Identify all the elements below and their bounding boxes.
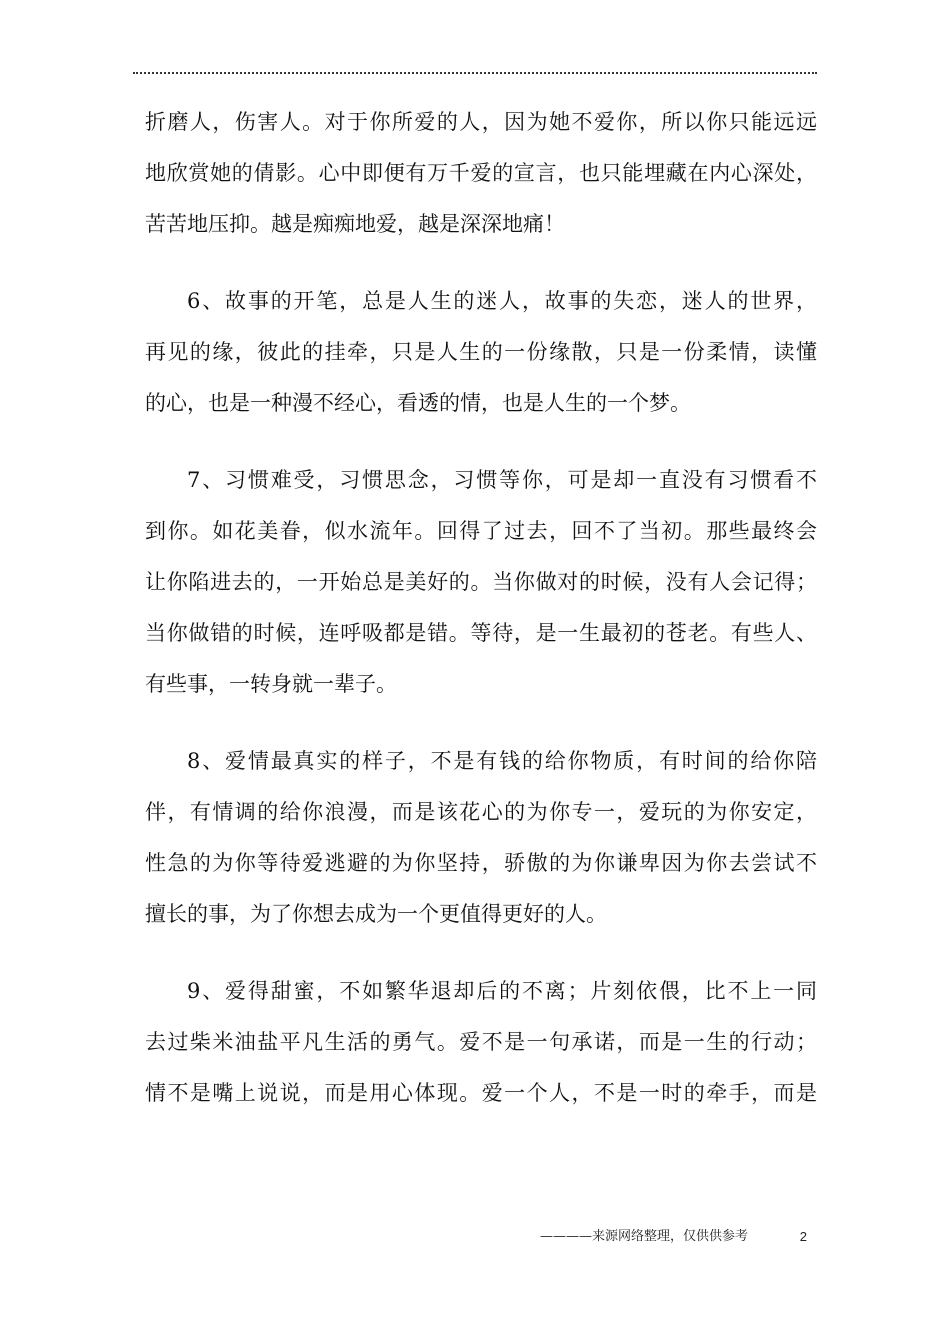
text-line: 去过柴米油盐平凡生活的勇气。爱不是一句承诺，而是一生的行动；: [145, 1030, 817, 1054]
paragraph-7: [145, 455, 817, 710]
text-line: 性急的为你等待爱逃避的为你坚持，骄傲的为你谦卑因为你去尝试不: [145, 851, 817, 875]
text-line: 当你做错的时候，连呼吸都是错。等待，是一生最初的苍老。有些人、: [145, 621, 817, 645]
text-line: 6、故事的开笔，总是人生的迷人，故事的失恋，迷人的世界，: [187, 289, 817, 313]
text-line: 8、爱情最真实的样子，不是有钱的给你物质，有时间的给你陪: [187, 749, 817, 773]
text-line: 有些事，一转身就一辈子。: [145, 672, 397, 696]
text-line: 9、爱得甜蜜，不如繁华退却后的不离；片刻依偎，比不上一同: [187, 979, 817, 1003]
text-line: 7、习惯难受，习惯思念，习惯等你，可是却一直没有习惯看不: [187, 468, 817, 492]
paragraph-8: [145, 736, 817, 940]
footer-source-note: ————来源网络整理，仅供供参考: [540, 1229, 749, 1244]
header-dotted-rule: [133, 72, 817, 74]
paragraph-9: [145, 966, 817, 1119]
text-line: 折磨人，伤害人。对于你所爱的人，因为她不爱你，所以你只能远远: [145, 110, 817, 134]
text-line: 伴，有情调的给你浪漫，而是该花心的为你专一，爱玩的为你安定，: [145, 800, 817, 824]
body-text: [145, 97, 817, 1119]
text-line: 苦苦地压抑。越是痴痴地爱，越是深深地痛！: [145, 212, 565, 236]
page-number: 2: [799, 1229, 807, 1244]
text-line: 地欣赏她的倩影。心中即便有万千爱的宣言，也只能埋藏在内心深处，: [145, 161, 817, 185]
text-line: 情不是嘴上说说，而是用心体现。爱一个人，不是一时的牵手，而是: [145, 1081, 817, 1105]
text-line: 擅长的事，为了你想去成为一个更值得更好的人。: [145, 902, 607, 926]
page-footer: [540, 1228, 817, 1246]
text-line: 的心，也是一种漫不经心，看透的情，也是人生的一个梦。: [145, 391, 691, 415]
paragraph-continued: [145, 97, 817, 250]
text-line: 让你陷进去的，一开始总是美好的。当你做对的时候，没有人会记得；: [145, 570, 817, 594]
text-line: 到你。如花美眷，似水流年。回得了过去，回不了当初。那些最终会: [145, 519, 817, 543]
text-line: 再见的缘，彼此的挂牵，只是人生的一份缘散，只是一份柔情，读懂: [145, 340, 817, 364]
paragraph-6: [145, 276, 817, 429]
